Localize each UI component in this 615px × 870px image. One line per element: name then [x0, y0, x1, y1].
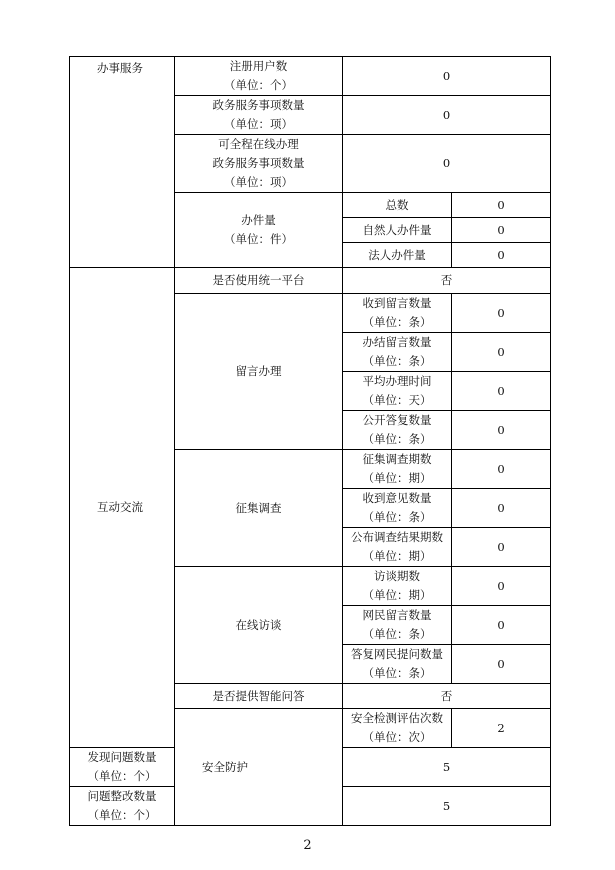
- row-value: 0: [452, 193, 551, 218]
- sub-label: 访谈期数 （单位：期）: [343, 567, 452, 606]
- row-label: 是否使用统一平台: [175, 268, 343, 294]
- group-label-survey: 征集调查: [175, 450, 343, 567]
- category-security: 安全防护: [175, 709, 343, 826]
- sub-label: 法人办件量: [343, 243, 452, 268]
- sub-label: 平均办理时间 （单位：天）: [343, 372, 452, 411]
- sub-label: 网民留言数量 （单位：条）: [343, 606, 452, 645]
- row-label: 注册用户数 （单位：个）: [175, 57, 343, 96]
- row-label: 政务服务事项数量 （单位：项）: [175, 96, 343, 135]
- row-value: 0: [452, 528, 551, 567]
- row-value: 0: [452, 372, 551, 411]
- row-label: 办件量 （单位：件）: [175, 193, 343, 268]
- row-value: 0: [452, 294, 551, 333]
- row-value: 否: [343, 268, 551, 294]
- group-label-interview: 在线访谈: [175, 567, 343, 684]
- row-value: 0: [452, 567, 551, 606]
- row-value: 0: [452, 243, 551, 268]
- row-label: 安全检测评估次数 （单位：次）: [343, 709, 452, 748]
- sub-label: 办结留言数量 （单位：条）: [343, 333, 452, 372]
- row-value: 0: [452, 218, 551, 243]
- sub-label: 收到留言数量 （单位：条）: [343, 294, 452, 333]
- sub-label: 答复网民提问数量 （单位：条）: [343, 645, 452, 684]
- row-value: 5: [343, 748, 551, 787]
- row-value: 0: [452, 333, 551, 372]
- sub-label: 公布调查结果期数 （单位：期）: [343, 528, 452, 567]
- row-value: 0: [452, 645, 551, 684]
- category-interaction: 互动交流: [70, 268, 175, 748]
- row-value: 0: [343, 96, 551, 135]
- row-label: 可全程在线办理 政务服务事项数量 （单位：项）: [175, 135, 343, 193]
- row-value: 0: [452, 489, 551, 528]
- row-label: 是否提供智能问答: [175, 684, 343, 709]
- row-value: 0: [452, 606, 551, 645]
- sub-label: 总数: [343, 193, 452, 218]
- row-label: 问题整改数量 （单位：个）: [70, 787, 175, 826]
- row-label: 发现问题数量 （单位：个）: [70, 748, 175, 787]
- table-row: [70, 57, 551, 96]
- sub-label: 自然人办件量: [343, 218, 452, 243]
- row-value: 0: [343, 57, 551, 96]
- category-service: 办事服务: [70, 57, 175, 268]
- table-row: [70, 268, 551, 294]
- sub-label: 收到意见数量 （单位：条）: [343, 489, 452, 528]
- page-number: 2: [303, 838, 312, 853]
- row-value: 5: [343, 787, 551, 826]
- row-value: 0: [452, 411, 551, 450]
- row-value: 0: [452, 450, 551, 489]
- row-value: 否: [343, 684, 551, 709]
- row-value: 0: [343, 135, 551, 193]
- statistics-table: [69, 56, 551, 826]
- row-value: 2: [452, 709, 551, 748]
- sub-label: 公开答复数量 （单位：条）: [343, 411, 452, 450]
- sub-label: 征集调查期数 （单位：期）: [343, 450, 452, 489]
- group-label-messages: 留言办理: [175, 294, 343, 450]
